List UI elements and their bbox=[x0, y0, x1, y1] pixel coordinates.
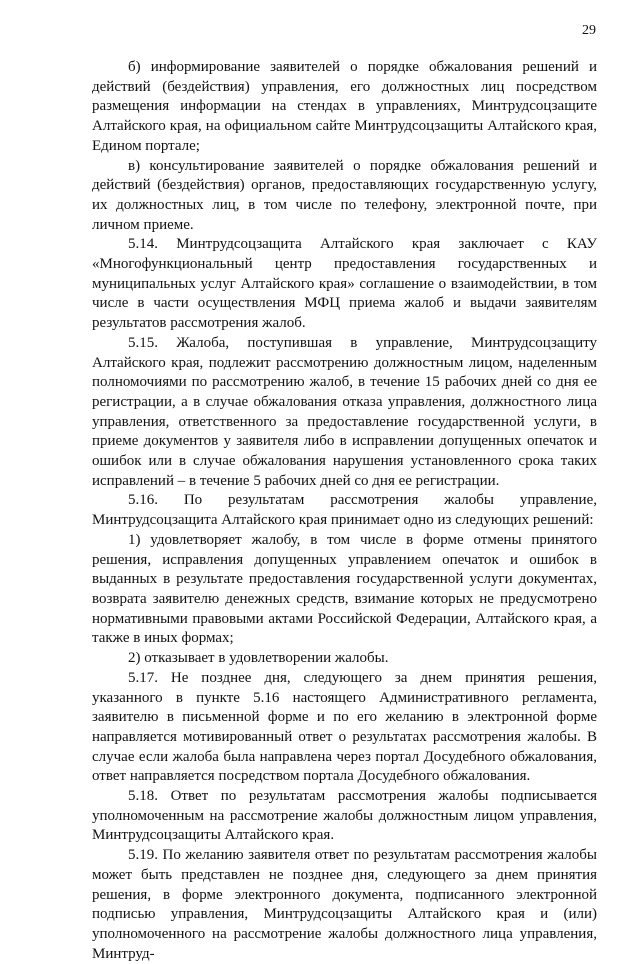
document-body bbox=[92, 58, 597, 964]
paragraph-5-17: 5.17. Не позднее дня, следующего за днем принятия решения, указанного в пункте 5.16 настоящего Административного регламента, заявителю в письменной форме и по его желанию в электронной форме направляется мотивированный ответ о результатах рассмотрения жалобы. В случае если жалоба была направлена через портал Досудебного обжалования, ответ направляется посредством портала Досудебного обжалования. bbox=[92, 669, 597, 785]
paragraph-5-16-item-1: 1) удовлетворяет жалобу, в том числе в форме отмены принятого решения, исправления допущенных управлением опечаток и ошибок в выданных в результате предоставления государственной услуги документах, возврата заявителю денежных средств, взимание которых не предусмотрено нормативными правовыми актами Российской Федерации, Алтайского края, а также в иных формах; bbox=[92, 531, 597, 647]
paragraph-consulting: в) консультирование заявителей о порядке обжалования решений и действий (бездействия) органов, предоставляющих государственную услугу, их должностных лиц, в том числе по телефону, электронной почте, при личном приеме. bbox=[92, 157, 597, 233]
paragraph-5-16-item-2: 2) отказывает в удовлетворении жалобы. bbox=[128, 650, 389, 667]
paragraph-5-19: 5.19. По желанию заявителя ответ по результатам рассмотрения жалобы может быть представлен не позднее дня, следующего за днем принятия решения, в форме электронного документа, подписанного электронной подписью управления, Минтрудсоцзащиты Алтайского края и (или) уполномоченного на рассмотрение жалобы должностного лица управления, Минтруд- bbox=[92, 847, 597, 962]
paragraph-informing: б) информирование заявителей о порядке обжалования решений и действий (бездействия) управления, его должностных лиц посредством размещения информации на стендах в управлениях, Минтрудсоцзащите Алтайского края, на официальном сайте Минтрудсоцзащиты Алтайского края, Едином портале; bbox=[92, 59, 597, 154]
paragraph-5-16: 5.16. По результатам рассмотрения жалобы управление, Минтрудсоцзащита Алтайского края принимает одно из следующих решений: bbox=[92, 492, 597, 529]
page-number: 29 bbox=[582, 23, 596, 38]
paragraph-5-14: 5.14. Минтрудсоцзащита Алтайского края заключает с КАУ «Многофункциональный центр предоставления государственных и муниципальных услуг Алтайского края» соглашение о взаимодействии, в том числе в части осуществления МФЦ приема жалоб и выдачи заявителям результатов рассмотрения жалоб. bbox=[92, 236, 597, 332]
paragraph-5-18: 5.18. Ответ по результатам рассмотрения жалобы подписывается уполномоченным на рассмотрение жалобы должностным лицом управления, Минтрудсоцзащиты Алтайского края. bbox=[92, 788, 597, 844]
paragraph-5-15: 5.15. Жалоба, поступившая в управление, Минтрудсоцзащиту Алтайского края, подлежит рассмотрению должностным лицом, наделенным полномочиями по рассмотрению жалоб, в течение 15 рабочих дней со дня ее регистрации, а в случае обжалования отказа управления, должностного лица управления, ответственного за предоставление государственной услуги, в приеме документов у заявителя либо в исправлении допущенных опечаток и ошибок или в случае обжалования нарушения установленного срока таких исправлений – в течение 5 рабочих дней со дня ее регистрации. bbox=[92, 334, 597, 489]
